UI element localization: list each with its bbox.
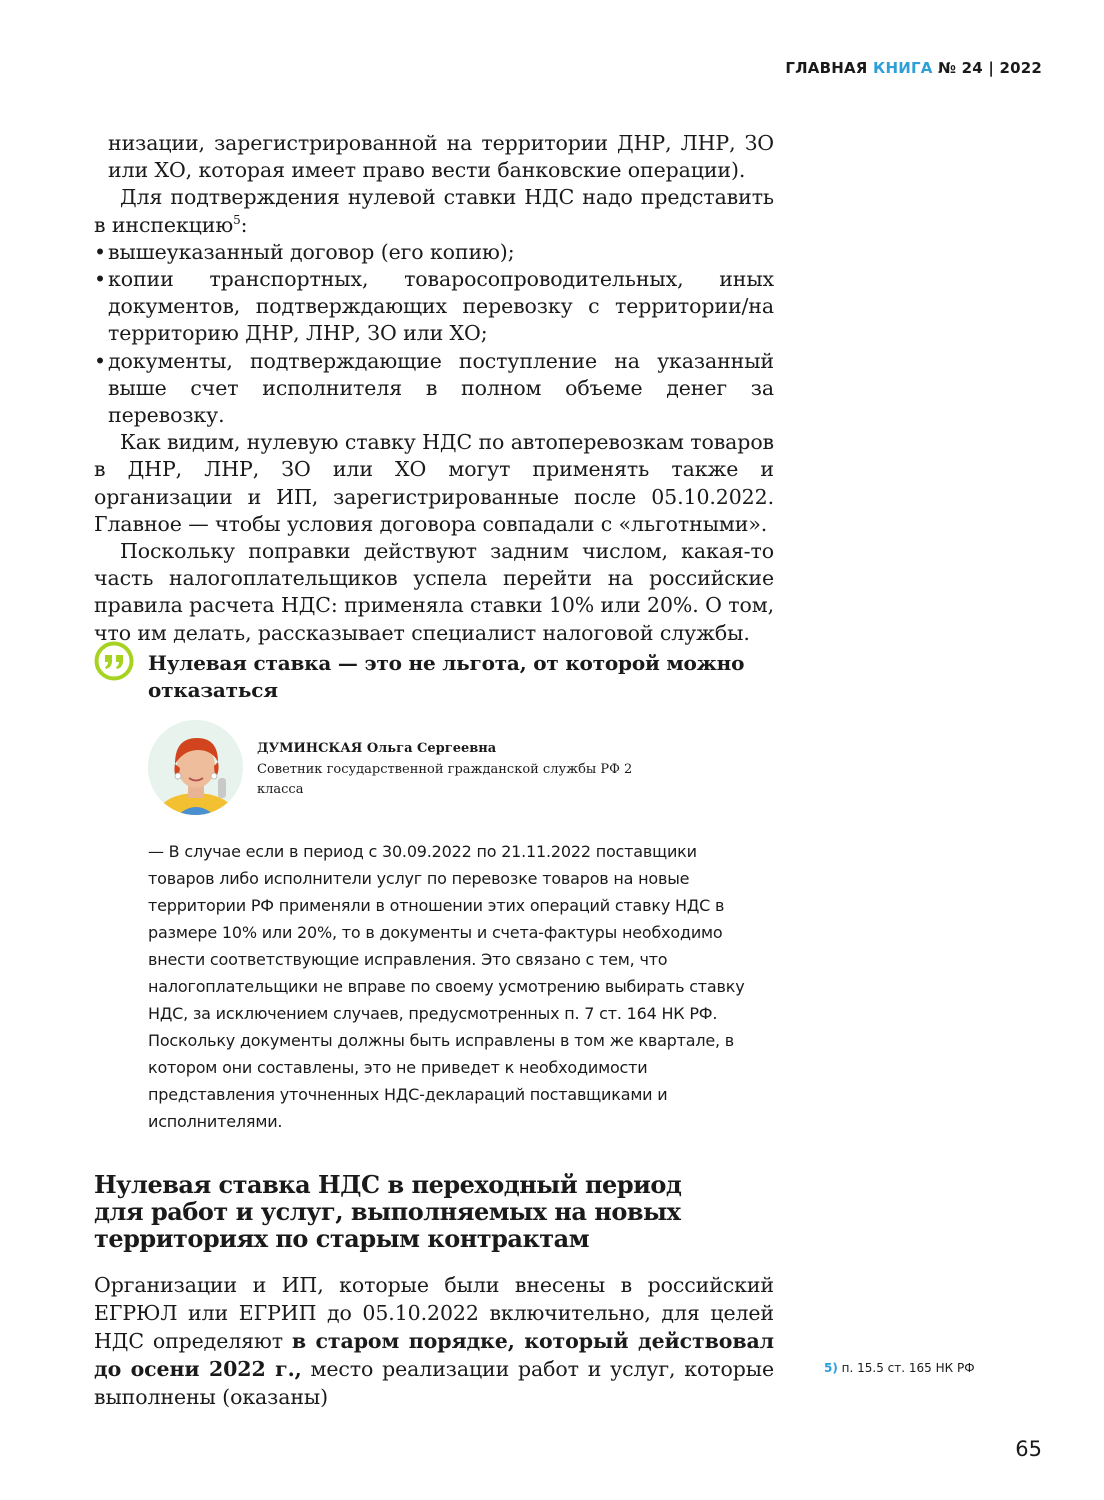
author-photo-illustration [148, 720, 243, 815]
paragraph-text-end: место реализации работ и услуг, которые выполнены (оказаны) [94, 1357, 774, 1409]
footnote-ref: 5 [233, 212, 241, 227]
section-text [94, 1271, 774, 1411]
bullet-list [94, 239, 774, 429]
quote-title: Нулевая ставка — это не льгота, от которой можно отказаться [148, 651, 745, 702]
author-name: ДУМИНСКАЯ Ольга Сергеевна [257, 741, 497, 756]
publication-name-accent: КНИГА [873, 59, 933, 77]
paragraph: Как видим, нулевую ставку НДС по автоперевозкам товаров в ДНР, ЛНР, ЗО или ХО могут применять также и организации и ИП, зарегистрированные после 05.10.2022. Главное — чтобы условия договора совпадали с «льготными». [94, 430, 774, 536]
running-header [785, 59, 1042, 77]
footnote-number: 5) [824, 1361, 838, 1375]
list-item: • вышеуказанный договор (его копию); [94, 239, 774, 266]
list-item: • документы, подтверждающие поступление на указанный выше счет исполнителя в полном объеме денег за перевозку. [94, 348, 774, 430]
paragraph-text-end: : [240, 212, 248, 237]
paragraph-text: Организации и ИП, которые были внесены в российский ЕГРЮЛ или ЕГРИП до 05.10.2022 включительно, для целей НДС определяют [94, 1273, 774, 1353]
main-text [94, 130, 774, 647]
paragraph [94, 1271, 774, 1411]
publication-name: ГЛАВНАЯ [785, 59, 868, 77]
footnote-text: п. 15.5 ст. 165 НК РФ [841, 1361, 975, 1375]
author-role: Советник государственной гражданской службы РФ 2 класса [257, 762, 633, 797]
quote-mark-icon [94, 641, 134, 681]
section-heading: Нулевая ставка НДС в переходный период для работ и услуг, выполняемых на новых территориях по старым контрактам [94, 1170, 682, 1253]
page-number: 65 [1015, 1437, 1042, 1461]
quote-text: — В случае если в период с 30.09.2022 по 21.11.2022 поставщики товаров либо исполнители услуг по перевозке товаров на новые территории РФ применяли в отношении этих операций ставку НДС в размере 10% или 20%, то в документы и счета-фактуры необходимо внести соответствующие исправления. Это связано с тем, что налогоплательщики не вправе по своему усмотрению выбирать ставку НДС, за исключением случаев, предусмотренных п. 7 ст. 164 НК РФ. Поскольку документы должны быть исправлены в том же квартале, в котором они составлены, это не приведет к необходимости представления уточненных НДС-деклараций поставщиками и исполнителями. [148, 842, 745, 1131]
paragraph-text: Для подтверждения нулевой ставки НДС надо представить в инспекцию [94, 185, 774, 237]
list-item: • копии транспортных, товаросопроводительных, иных документов, подтверждающих перевозку с территории/на территорию ДНР, ЛНР, ЗО или ХО; [94, 266, 774, 348]
issue-number: № 24 | 2022 [937, 59, 1042, 77]
footnote [824, 1361, 975, 1375]
paragraph-emphasis: в старом порядке, который действовал до осени 2022 г., [94, 1329, 774, 1381]
paragraph [94, 184, 774, 238]
author-photo [148, 720, 243, 815]
paragraph: Поскольку поправки действуют задним числом, какая-то часть налогоплательщиков успела перейти на российские правила расчета НДС: применяла ставки 10% или 20%. О том, что им делать, рассказывает специалист налоговой службы. [94, 539, 774, 645]
paragraph-continued: низации, зарегистрированной на территории ДНР, ЛНР, ЗО или ХО, которая имеет право вести банковские операции). [108, 131, 774, 183]
